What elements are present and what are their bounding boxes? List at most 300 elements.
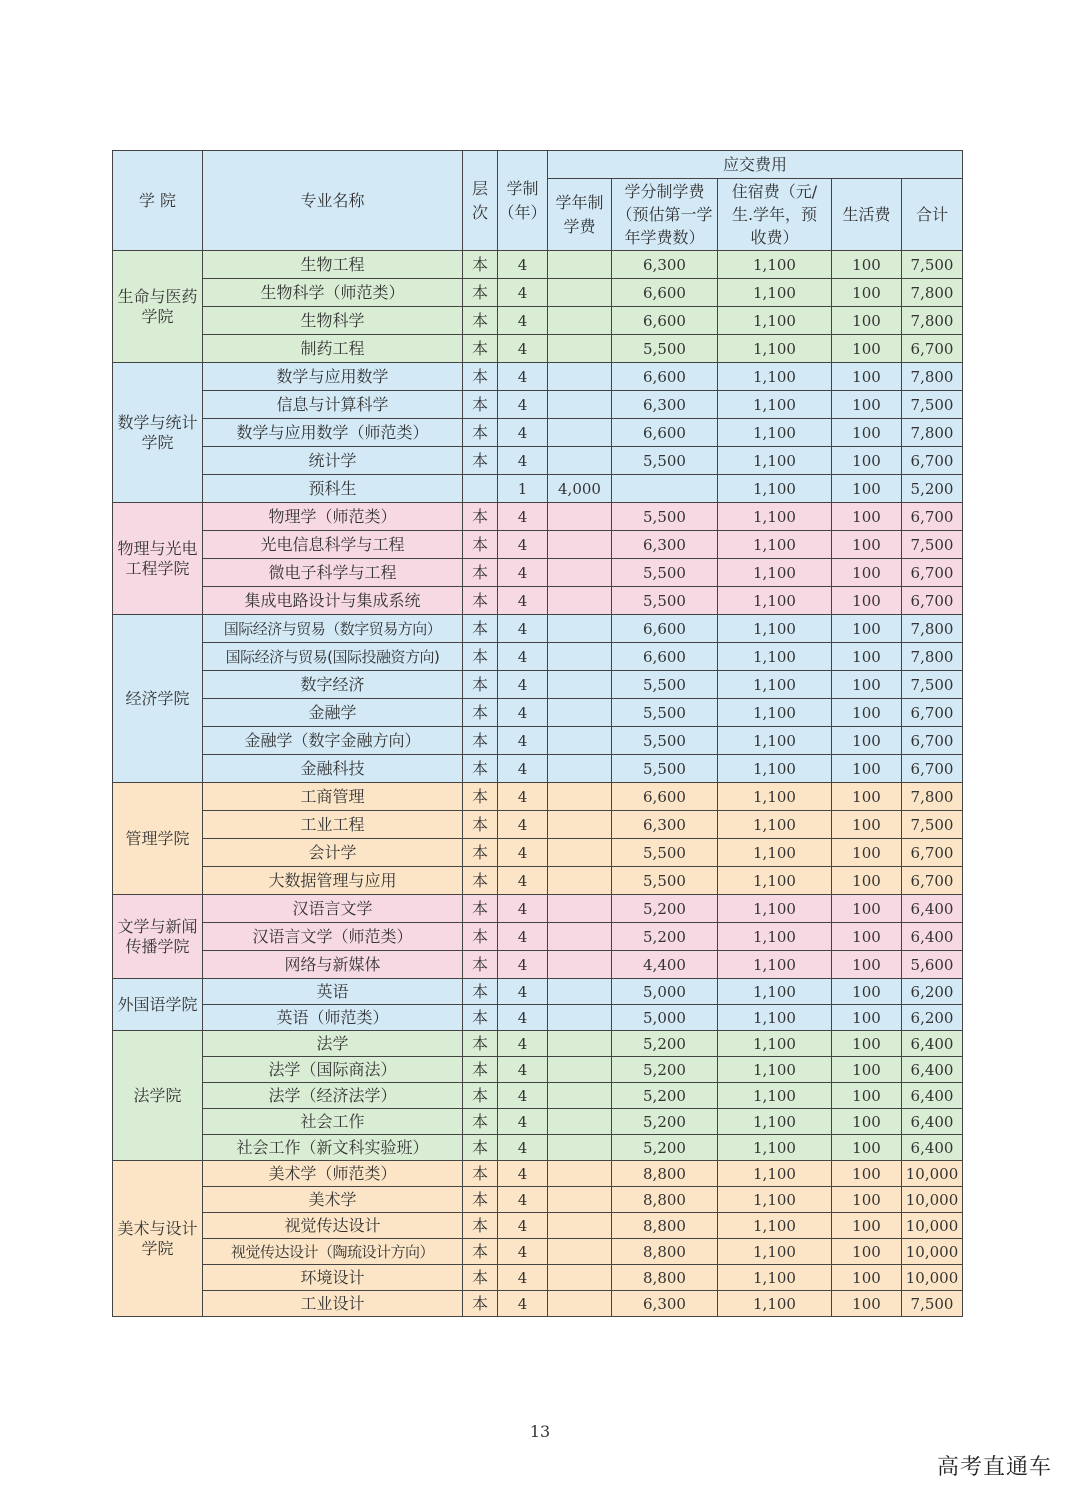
accommodation-cell: 1,100 [718, 1187, 832, 1213]
table-row [113, 307, 963, 335]
accommodation-cell: 1,100 [718, 699, 832, 727]
major-cell: 大数据管理与应用 [203, 867, 463, 895]
credit-tuition-cell: 5,500 [612, 335, 718, 363]
annual-tuition-cell [548, 755, 612, 783]
credit-tuition-cell: 5,200 [612, 895, 718, 923]
credit-tuition-cell: 6,300 [612, 531, 718, 559]
level-cell: 本 [463, 671, 498, 699]
living-cell: 100 [832, 895, 902, 923]
accommodation-cell: 1,100 [718, 951, 832, 979]
accommodation-cell: 1,100 [718, 1239, 832, 1265]
living-cell: 100 [832, 1057, 902, 1083]
major-cell: 美术学（师范类） [203, 1161, 463, 1187]
major-cell: 物理学（师范类） [203, 503, 463, 531]
years-cell: 4 [498, 1083, 548, 1109]
annual-tuition-cell [548, 531, 612, 559]
living-cell: 100 [832, 559, 902, 587]
major-cell: 国际经济与贸易(国际投融资方向) [203, 643, 463, 671]
college-cell: 数学与统计学院 [113, 363, 203, 503]
living-cell: 100 [832, 951, 902, 979]
annual-tuition-cell [548, 839, 612, 867]
living-cell: 100 [832, 643, 902, 671]
living-cell: 100 [832, 307, 902, 335]
credit-tuition-cell: 5,500 [612, 755, 718, 783]
major-cell: 金融学 [203, 699, 463, 727]
watermark: 高考直通车 [936, 1455, 1052, 1480]
living-cell: 100 [832, 839, 902, 867]
years-cell: 4 [498, 895, 548, 923]
table-row [113, 951, 963, 979]
header-level-line: 层 [471, 179, 488, 199]
fee-table-body [113, 251, 963, 1317]
table-row [113, 587, 963, 615]
level-cell: 本 [463, 363, 498, 391]
credit-tuition-cell: 6,300 [612, 811, 718, 839]
years-cell: 4 [498, 839, 548, 867]
major-cell: 网络与新媒体 [203, 951, 463, 979]
accommodation-cell: 1,100 [718, 671, 832, 699]
header-major-label: 专业名称 [300, 190, 365, 210]
level-cell: 本 [463, 503, 498, 531]
total-cell: 7,500 [902, 811, 963, 839]
table-row [113, 755, 963, 783]
living-cell: 100 [832, 811, 902, 839]
credit-tuition-cell: 6,300 [612, 251, 718, 279]
level-cell [463, 475, 498, 503]
credit-tuition-cell: 8,800 [612, 1213, 718, 1239]
major-cell: 信息与计算科学 [203, 391, 463, 419]
credit-tuition-cell: 6,600 [612, 643, 718, 671]
major-cell: 环境设计 [203, 1265, 463, 1291]
level-cell: 本 [463, 1031, 498, 1057]
total-cell: 7,500 [902, 391, 963, 419]
years-cell: 4 [498, 391, 548, 419]
total-cell: 10,000 [902, 1187, 963, 1213]
level-cell: 本 [463, 1005, 498, 1031]
accommodation-cell: 1,100 [718, 1031, 832, 1057]
major-cell: 金融科技 [203, 755, 463, 783]
credit-tuition-cell: 6,600 [612, 615, 718, 643]
accommodation-cell: 1,100 [718, 307, 832, 335]
years-cell: 4 [498, 559, 548, 587]
living-cell: 100 [832, 335, 902, 363]
table-row [113, 671, 963, 699]
table-row [113, 1083, 963, 1109]
accommodation-cell: 1,100 [718, 279, 832, 307]
accommodation-cell: 1,100 [718, 979, 832, 1005]
table-row [113, 1239, 963, 1265]
living-cell: 100 [832, 755, 902, 783]
living-cell: 100 [832, 615, 902, 643]
credit-tuition-cell: 8,800 [612, 1161, 718, 1187]
major-cell: 汉语言文学（师范类） [203, 923, 463, 951]
major-cell: 汉语言文学 [203, 895, 463, 923]
annual-tuition-cell [548, 951, 612, 979]
total-cell: 6,700 [902, 447, 963, 475]
annual-tuition-cell [548, 559, 612, 587]
credit-tuition-cell: 6,300 [612, 1291, 718, 1317]
level-cell: 本 [463, 1187, 498, 1213]
table-row [113, 503, 963, 531]
accommodation-cell: 1,100 [718, 839, 832, 867]
credit-tuition-cell: 6,300 [612, 391, 718, 419]
years-cell: 4 [498, 1031, 548, 1057]
major-cell: 社会工作（新文科实验班） [203, 1135, 463, 1161]
years-cell: 4 [498, 363, 548, 391]
accommodation-cell: 1,100 [718, 895, 832, 923]
years-cell: 4 [498, 615, 548, 643]
years-cell: 4 [498, 979, 548, 1005]
table-row [113, 979, 963, 1005]
major-cell: 金融学（数字金融方向） [203, 727, 463, 755]
years-cell: 4 [498, 1239, 548, 1265]
major-cell: 英语 [203, 979, 463, 1005]
annual-tuition-cell [548, 447, 612, 475]
accommodation-cell: 1,100 [718, 475, 832, 503]
annual-tuition-cell [548, 727, 612, 755]
level-cell: 本 [463, 867, 498, 895]
living-cell: 100 [832, 363, 902, 391]
level-cell: 本 [463, 1135, 498, 1161]
total-cell: 6,700 [902, 699, 963, 727]
credit-tuition-cell: 5,500 [612, 503, 718, 531]
level-cell: 本 [463, 391, 498, 419]
accommodation-cell: 1,100 [718, 783, 832, 811]
years-cell: 4 [498, 1135, 548, 1161]
level-cell: 本 [463, 1213, 498, 1239]
years-cell: 4 [498, 1005, 548, 1031]
living-cell: 100 [832, 475, 902, 503]
total-cell: 10,000 [902, 1265, 963, 1291]
header-credit-line: （预估第一学 [616, 204, 713, 224]
major-cell: 社会工作 [203, 1109, 463, 1135]
total-cell: 6,200 [902, 1005, 963, 1031]
college-cell: 法学院 [113, 1031, 203, 1161]
credit-tuition-cell [612, 475, 718, 503]
major-cell: 光电信息科学与工程 [203, 531, 463, 559]
major-cell: 法学（国际商法） [203, 1057, 463, 1083]
total-cell: 6,700 [902, 839, 963, 867]
accommodation-cell: 1,100 [718, 1213, 832, 1239]
living-cell: 100 [832, 1187, 902, 1213]
years-cell: 4 [498, 923, 548, 951]
annual-tuition-cell [548, 1213, 612, 1239]
level-cell: 本 [463, 279, 498, 307]
table-row [113, 279, 963, 307]
table-row [113, 475, 963, 503]
years-cell: 4 [498, 1265, 548, 1291]
table-row [113, 1265, 963, 1291]
credit-tuition-cell: 4,400 [612, 951, 718, 979]
credit-tuition-cell: 5,500 [612, 867, 718, 895]
accommodation-cell: 1,100 [718, 531, 832, 559]
major-cell: 统计学 [203, 447, 463, 475]
annual-tuition-cell [548, 363, 612, 391]
total-cell: 5,200 [902, 475, 963, 503]
living-cell: 100 [832, 1083, 902, 1109]
credit-tuition-cell: 5,200 [612, 1083, 718, 1109]
major-cell: 微电子科学与工程 [203, 559, 463, 587]
accommodation-cell: 1,100 [718, 1135, 832, 1161]
years-cell: 4 [498, 811, 548, 839]
accommodation-cell: 1,100 [718, 391, 832, 419]
years-cell: 4 [498, 1161, 548, 1187]
living-cell: 100 [832, 587, 902, 615]
header-annual-line: 学年制 [555, 193, 604, 213]
table-row [113, 419, 963, 447]
accommodation-cell: 1,100 [718, 559, 832, 587]
major-cell: 会计学 [203, 839, 463, 867]
table-row [113, 1161, 963, 1187]
major-cell: 生物科学（师范类） [203, 279, 463, 307]
total-cell: 6,200 [902, 979, 963, 1005]
credit-tuition-cell: 8,800 [612, 1265, 718, 1291]
total-cell: 7,500 [902, 671, 963, 699]
table-row [113, 447, 963, 475]
credit-tuition-cell: 6,600 [612, 419, 718, 447]
header-living-label: 生活费 [842, 204, 891, 224]
major-cell: 工业设计 [203, 1291, 463, 1317]
annual-tuition-cell [548, 1187, 612, 1213]
living-cell: 100 [832, 1005, 902, 1031]
level-cell: 本 [463, 699, 498, 727]
total-cell: 7,800 [902, 615, 963, 643]
header-credit-line: 学分制学费 [624, 181, 705, 201]
credit-tuition-cell: 5,500 [612, 699, 718, 727]
total-cell: 5,600 [902, 951, 963, 979]
annual-tuition-cell [548, 503, 612, 531]
credit-tuition-cell: 5,500 [612, 587, 718, 615]
credit-tuition-cell: 6,600 [612, 307, 718, 335]
credit-tuition-cell: 6,600 [612, 279, 718, 307]
header-fees-group [548, 151, 963, 179]
accommodation-cell: 1,100 [718, 1161, 832, 1187]
living-cell: 100 [832, 979, 902, 1005]
accommodation-cell: 1,100 [718, 615, 832, 643]
total-cell: 7,800 [902, 307, 963, 335]
major-cell: 制药工程 [203, 335, 463, 363]
living-cell: 100 [832, 783, 902, 811]
table-row [113, 839, 963, 867]
table-row [113, 1005, 963, 1031]
total-cell: 6,400 [902, 923, 963, 951]
credit-tuition-cell: 5,200 [612, 1109, 718, 1135]
total-cell: 6,700 [902, 335, 963, 363]
accommodation-cell: 1,100 [718, 1265, 832, 1291]
accommodation-cell: 1,100 [718, 587, 832, 615]
credit-tuition-cell: 5,200 [612, 1031, 718, 1057]
major-cell: 预科生 [203, 475, 463, 503]
header-duration-line: 学制 [506, 179, 539, 199]
living-cell: 100 [832, 867, 902, 895]
credit-tuition-cell: 6,600 [612, 783, 718, 811]
living-cell: 100 [832, 1291, 902, 1317]
annual-tuition-cell [548, 307, 612, 335]
table-row [113, 615, 963, 643]
credit-tuition-cell: 5,200 [612, 923, 718, 951]
annual-tuition-cell [548, 279, 612, 307]
total-cell: 6,400 [902, 895, 963, 923]
years-cell: 4 [498, 755, 548, 783]
table-row [113, 643, 963, 671]
table-row [113, 1187, 963, 1213]
level-cell: 本 [463, 755, 498, 783]
table-row [113, 699, 963, 727]
level-cell: 本 [463, 447, 498, 475]
years-cell: 4 [498, 587, 548, 615]
header-total [902, 179, 963, 251]
level-cell: 本 [463, 1057, 498, 1083]
total-cell: 10,000 [902, 1161, 963, 1187]
credit-tuition-cell: 5,200 [612, 1057, 718, 1083]
years-cell: 4 [498, 671, 548, 699]
level-cell: 本 [463, 783, 498, 811]
table-row [113, 923, 963, 951]
level-cell: 本 [463, 335, 498, 363]
living-cell: 100 [832, 1135, 902, 1161]
credit-tuition-cell: 5,200 [612, 1135, 718, 1161]
total-cell: 10,000 [902, 1213, 963, 1239]
total-cell: 7,800 [902, 363, 963, 391]
credit-tuition-cell: 6,600 [612, 363, 718, 391]
years-cell: 4 [498, 503, 548, 531]
accommodation-cell: 1,100 [718, 867, 832, 895]
living-cell: 100 [832, 251, 902, 279]
major-cell: 法学 [203, 1031, 463, 1057]
accommodation-cell: 1,100 [718, 727, 832, 755]
accommodation-cell: 1,100 [718, 923, 832, 951]
total-cell: 7,500 [902, 1291, 963, 1317]
table-row [113, 251, 963, 279]
years-cell: 4 [498, 447, 548, 475]
header-level [463, 151, 498, 251]
major-cell: 数学与应用数学 [203, 363, 463, 391]
living-cell: 100 [832, 1109, 902, 1135]
years-cell: 4 [498, 727, 548, 755]
years-cell: 4 [498, 1187, 548, 1213]
years-cell: 4 [498, 1291, 548, 1317]
living-cell: 100 [832, 279, 902, 307]
college-cell: 管理学院 [113, 783, 203, 895]
table-row [113, 1291, 963, 1317]
accommodation-cell: 1,100 [718, 1057, 832, 1083]
years-cell: 4 [498, 643, 548, 671]
living-cell: 100 [832, 1213, 902, 1239]
accommodation-cell: 1,100 [718, 251, 832, 279]
college-cell: 美术与设计学院 [113, 1161, 203, 1317]
annual-tuition-cell [548, 923, 612, 951]
page-number: 13 [529, 1422, 551, 1441]
accommodation-cell: 1,100 [718, 755, 832, 783]
major-cell: 工业工程 [203, 811, 463, 839]
living-cell: 100 [832, 503, 902, 531]
header-annual-line: 学费 [563, 216, 596, 236]
total-cell: 6,400 [902, 1057, 963, 1083]
header-college-label: 学 院 [138, 190, 177, 210]
living-cell: 100 [832, 699, 902, 727]
total-cell: 6,700 [902, 755, 963, 783]
major-cell: 集成电路设计与集成系统 [203, 587, 463, 615]
accommodation-cell: 1,100 [718, 419, 832, 447]
level-cell: 本 [463, 951, 498, 979]
major-cell: 美术学 [203, 1187, 463, 1213]
level-cell: 本 [463, 1265, 498, 1291]
college-cell: 外国语学院 [113, 979, 203, 1031]
level-cell: 本 [463, 531, 498, 559]
annual-tuition-cell [548, 1083, 612, 1109]
level-cell: 本 [463, 979, 498, 1005]
years-cell: 4 [498, 307, 548, 335]
major-cell: 生物工程 [203, 251, 463, 279]
header-accommodation-line: 收费） [750, 228, 799, 248]
table-row [113, 811, 963, 839]
accommodation-cell: 1,100 [718, 1109, 832, 1135]
accommodation-cell: 1,100 [718, 1083, 832, 1109]
header-college [113, 151, 203, 251]
level-cell: 本 [463, 1161, 498, 1187]
annual-tuition-cell [548, 335, 612, 363]
level-cell: 本 [463, 419, 498, 447]
total-cell: 7,800 [902, 419, 963, 447]
total-cell: 6,700 [902, 587, 963, 615]
total-cell: 7,800 [902, 643, 963, 671]
accommodation-cell: 1,100 [718, 503, 832, 531]
header-major [203, 151, 463, 251]
years-cell: 4 [498, 419, 548, 447]
table-row [113, 1135, 963, 1161]
level-cell: 本 [463, 587, 498, 615]
living-cell: 100 [832, 671, 902, 699]
years-cell: 4 [498, 1057, 548, 1083]
header-accommodation [718, 179, 832, 251]
annual-tuition-cell [548, 895, 612, 923]
major-cell: 生物科学 [203, 307, 463, 335]
total-cell: 7,500 [902, 251, 963, 279]
annual-tuition-cell [548, 587, 612, 615]
college-cell: 生命与医药学院 [113, 251, 203, 363]
major-cell: 数学与应用数学（师范类） [203, 419, 463, 447]
years-cell: 4 [498, 783, 548, 811]
years-cell: 4 [498, 699, 548, 727]
level-cell: 本 [463, 1291, 498, 1317]
living-cell: 100 [832, 1031, 902, 1057]
credit-tuition-cell: 5,000 [612, 979, 718, 1005]
level-cell: 本 [463, 1083, 498, 1109]
total-cell: 6,700 [902, 559, 963, 587]
annual-tuition-cell [548, 1265, 612, 1291]
annual-tuition-cell [548, 1135, 612, 1161]
total-cell: 6,400 [902, 1031, 963, 1057]
major-cell: 法学（经济法学） [203, 1083, 463, 1109]
level-cell: 本 [463, 559, 498, 587]
total-cell: 6,700 [902, 503, 963, 531]
annual-tuition-cell [548, 1005, 612, 1031]
accommodation-cell: 1,100 [718, 643, 832, 671]
table-row [113, 1031, 963, 1057]
accommodation-cell: 1,100 [718, 335, 832, 363]
level-cell: 本 [463, 895, 498, 923]
credit-tuition-cell: 5,500 [612, 671, 718, 699]
level-cell: 本 [463, 643, 498, 671]
accommodation-cell: 1,100 [718, 1005, 832, 1031]
total-cell: 6,400 [902, 1135, 963, 1161]
annual-tuition-cell: 4,000 [548, 475, 612, 503]
living-cell: 100 [832, 447, 902, 475]
table-row [113, 559, 963, 587]
table-row [113, 727, 963, 755]
header-living [832, 179, 902, 251]
major-cell: 数字经济 [203, 671, 463, 699]
